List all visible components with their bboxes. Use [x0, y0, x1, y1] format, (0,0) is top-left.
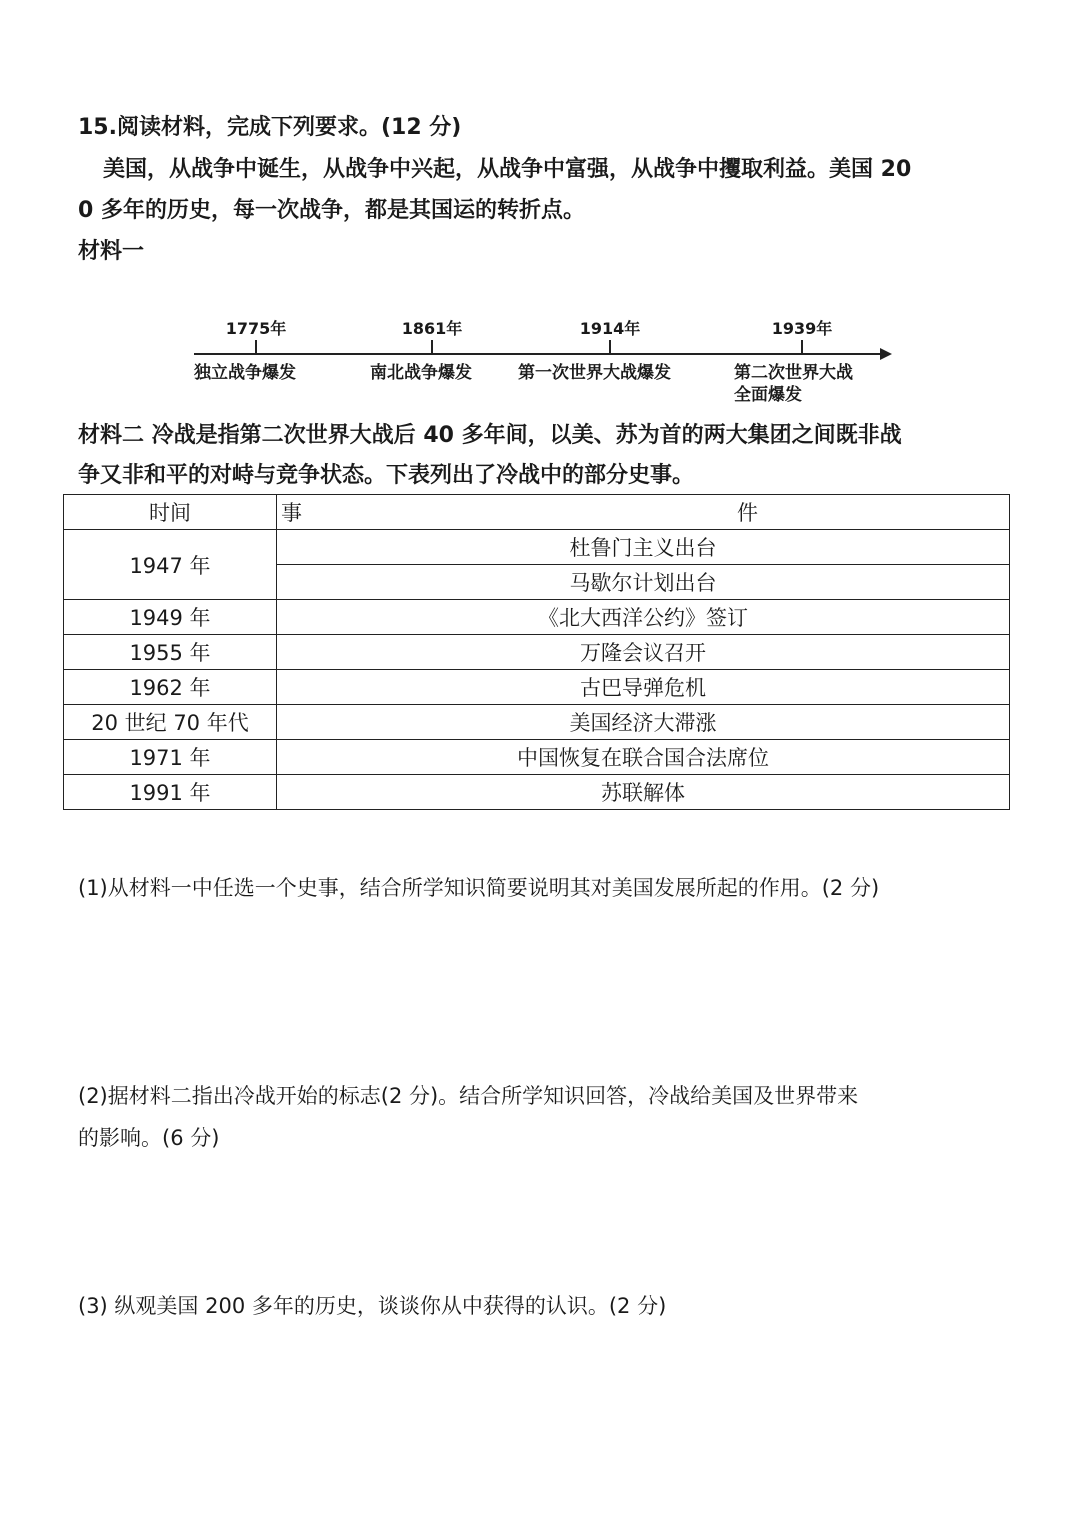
question-title: 15.阅读材料，完成下列要求。(12 分) [78, 115, 462, 140]
timeline-event-2: 南北战争爆发 [370, 363, 472, 383]
row-event: 美国经济大滞涨 [277, 705, 1010, 740]
cold-war-events-table [63, 494, 1010, 810]
table-row [64, 705, 1010, 740]
table-row [64, 635, 1010, 670]
timeline-event-1: 独立战争爆发 [194, 363, 296, 383]
row-event: 马歇尔计划出台 [277, 565, 1010, 600]
table-row [64, 530, 1010, 565]
subquestion-2-line-2: 的影响。(6 分) [78, 1126, 220, 1150]
timeline-year-3: 1914年 [579, 319, 641, 338]
timeline-axis [194, 353, 882, 355]
timeline-tick-1 [255, 340, 257, 354]
header-time: 时间 [64, 495, 277, 530]
header-event-left: 事 [281, 501, 302, 525]
row-time: 1947 年 [64, 530, 277, 600]
header-event-right: 件 [737, 501, 758, 525]
timeline-tick-4 [801, 340, 803, 354]
table-row [64, 600, 1010, 635]
row-time: 1962 年 [64, 670, 277, 705]
row-time: 1971 年 [64, 740, 277, 775]
header-event [277, 495, 1010, 530]
timeline-event-4-line1: 第二次世界大战 [734, 363, 853, 383]
row-time: 1991 年 [64, 775, 277, 810]
timeline-year-4: 1939年 [771, 319, 833, 338]
table-row [64, 740, 1010, 775]
timeline-year-2: 1861年 [401, 319, 463, 338]
subquestion-2-line-1: (2)据材料二指出冷战开始的标志(2 分)。结合所学知识回答，冷战给美国及世界带来 [78, 1084, 859, 1108]
row-event: 中国恢复在联合国合法席位 [277, 740, 1010, 775]
timeline-arrow-icon [880, 348, 892, 360]
timeline-year-1: 1775年 [225, 319, 287, 338]
material2-line-1: 材料二 冷战是指第二次世界大战后 40 多年间，以美、苏为首的两大集团之间既非战 [78, 423, 902, 448]
row-event: 万隆会议召开 [277, 635, 1010, 670]
table-row [64, 670, 1010, 705]
material2-line-2: 争又非和平的对峙与竞争状态。下表列出了冷战中的部分史事。 [78, 463, 695, 488]
material1-label: 材料一 [78, 239, 145, 264]
timeline-tick-3 [609, 340, 611, 354]
row-event: 苏联解体 [277, 775, 1010, 810]
row-event: 《北大西洋公约》签订 [277, 600, 1010, 635]
timeline-tick-2 [431, 340, 433, 354]
subquestion-1: (1)从材料一中任选一个史事，结合所学知识简要说明其对美国发展所起的作用。(2 分) [78, 876, 880, 900]
row-time: 1955 年 [64, 635, 277, 670]
timeline-event-3: 第一次世界大战爆发 [518, 363, 671, 383]
row-time: 20 世纪 70 年代 [64, 705, 277, 740]
intro-line-1: 美国，从战争中诞生，从战争中兴起，从战争中富强，从战争中攫取利益。美国 20 [103, 157, 912, 182]
row-time: 1949 年 [64, 600, 277, 635]
table-row [64, 775, 1010, 810]
table-header-row [64, 495, 1010, 530]
material1-timeline [190, 310, 900, 410]
intro-line-2: 0 多年的历史，每一次战争，都是其国运的转折点。 [78, 198, 585, 223]
subquestion-3: (3) 纵观美国 200 多年的历史，谈谈你从中获得的认识。(2 分) [78, 1294, 667, 1318]
timeline-event-4 [734, 362, 853, 406]
row-event: 杜鲁门主义出台 [277, 530, 1010, 565]
timeline-event-4-line2: 全面爆发 [734, 385, 802, 405]
row-event: 古巴导弹危机 [277, 670, 1010, 705]
